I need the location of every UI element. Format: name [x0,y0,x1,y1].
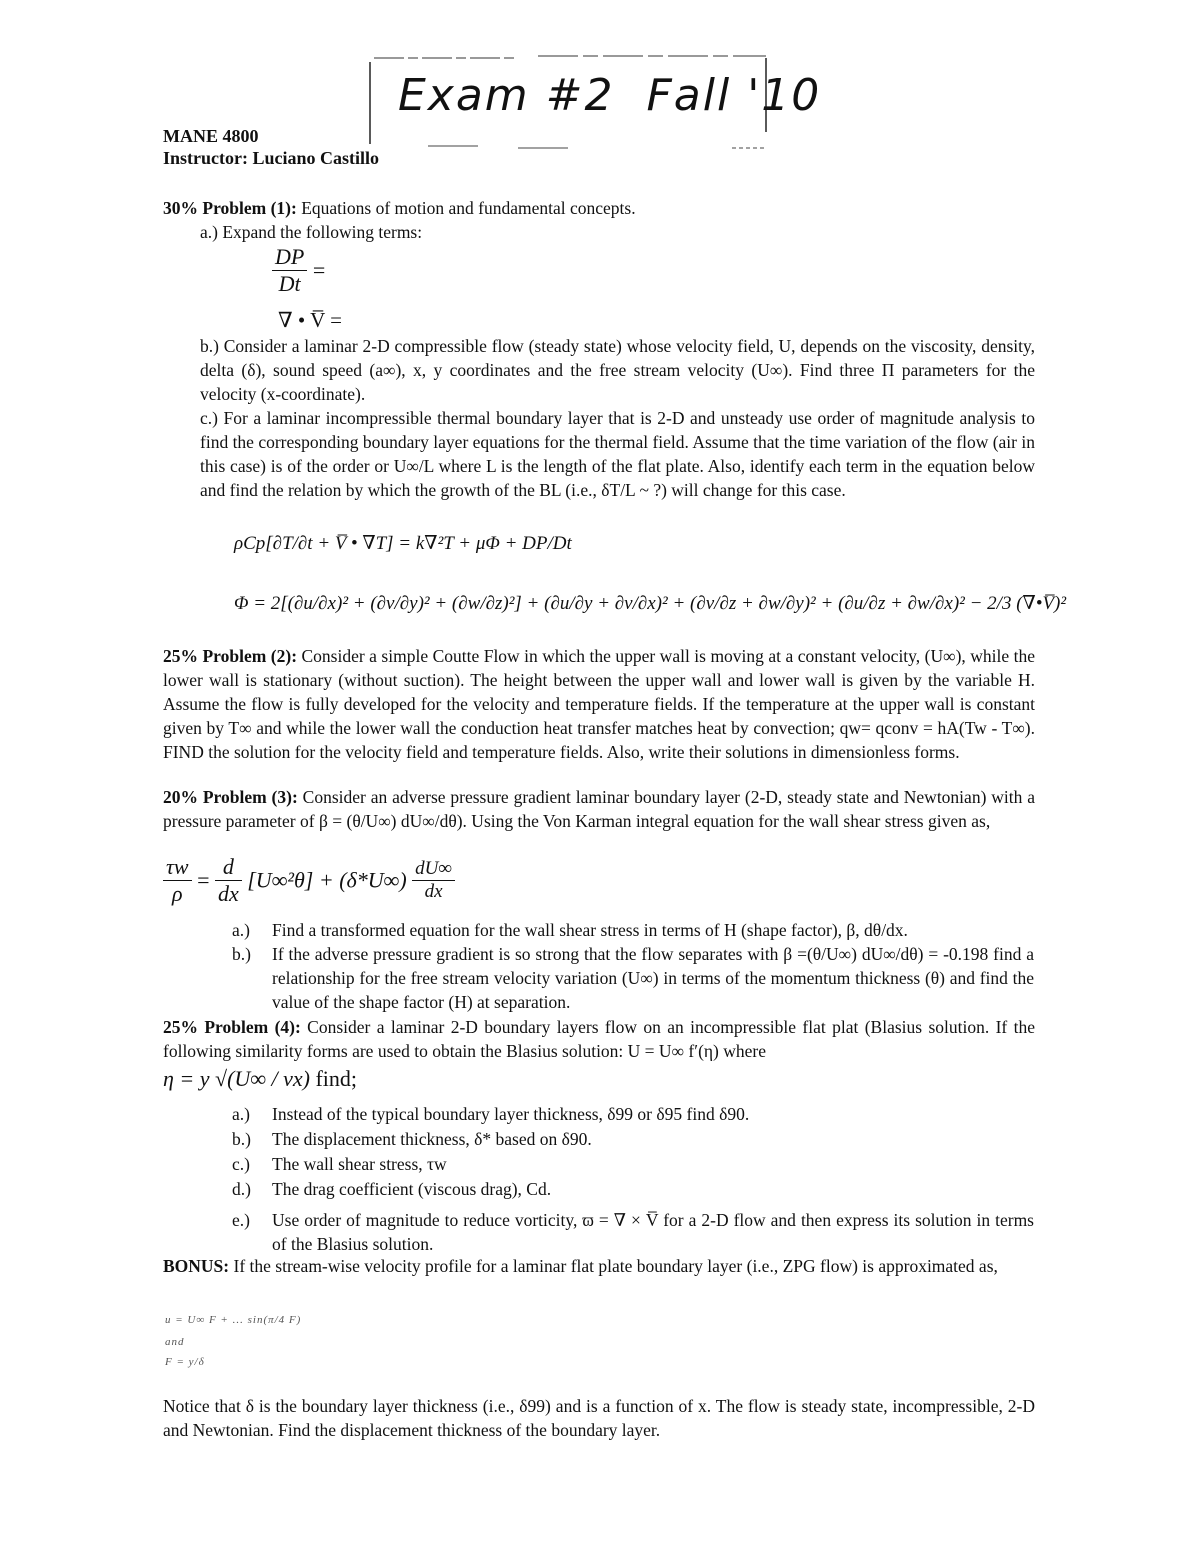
item-label: a.) [232,920,250,940]
item-text: Use order of magnitude to reduce vorticity, ϖ = ∇ × V̅ for a 2-D flow and then express its solution in terms of the Blasius solution. [272,1210,1034,1254]
problem3 [163,785,1035,833]
problem1-part-c: c.) For a laminar incompressible thermal boundary layer that is 2-D and unsteady use order of magnitude analysis to find the corresponding boundary layer equations for the thermal field. Assume that the time variation of the flow (air in this case) is of the order or U∞/L where L is the length of the flat plate. Also, identify each term in the equation below and find the relation by which the growth of the BL (i.e., δT/L ~ ?) will change for this case. [200,408,1035,500]
eta-find: find; [309,1066,358,1091]
du-numerator: dU∞ [412,858,455,881]
item-label: a.) [232,1104,250,1124]
dx-denominator: dx [217,881,239,906]
equation-divergence: ∇ • V̅ = [278,308,343,332]
item-label: d.) [232,1179,251,1199]
bonus-text: If the stream-wise velocity profile for a laminar flat plate boundary layer (i.e., ZPG flow) is approximated as, [229,1256,998,1276]
von-karman-equation: $\frac{\tau w}{\rho}$ = $\frac{d}{dx}$ [U∞²θ] + (δ*U∞) $\frac{dU\infty}{dx}$ [163,854,455,907]
bonus [163,1254,1035,1278]
item-text: The displacement thickness, δ* based on δ90. [272,1129,592,1149]
item-label: b.) [232,1129,251,1149]
bonus-profile-equation: u = U∞ F + ... sin(π/4 F) [165,1314,302,1326]
item-text: The wall shear stress, τw [272,1154,447,1174]
item-label: e.) [232,1210,250,1230]
eta-equation: η = y √(U∞ / νx) [163,1066,310,1091]
problem4-text: Consider a laminar 2-D boundary layers flow on an incompressible flat plat (Blasius solution. If the following similarity forms are used to obtain the Blasius solution: U = U∞ f′(η) where [163,1017,1035,1061]
equation-dp-dt [272,244,325,297]
eta-definition [163,1066,357,1092]
problem1-part-a: a.) Expand the following terms: [200,222,423,242]
item-label: b.) [232,944,251,964]
item-text: Find a transformed equation for the wall shear stress in terms of H (shape factor), β, dθ/dx. [272,920,908,940]
von-karman-middle: [U∞²θ] + (δ*U∞) [247,867,407,893]
problem2-heading: 25% Problem (2): [163,646,298,666]
du-dx-fraction [412,858,455,903]
bonus-f-definition: F = y/δ [165,1356,205,1368]
handwritten-title: Exam #2 Fall '10 [398,70,822,121]
dx-denominator-2: dx [424,881,443,902]
problem1-heading: 30% Problem (1): [163,198,297,218]
bonus-heading: BONUS: [163,1256,230,1276]
item-text: If the adverse pressure gradient is so strong that the flow separates with β =(θ/U∞) dU∞/dθ) = -0.198 find a relationship for the free stream velocity variation (U∞) in terms of the momentum thickness (θ) and find the value of the shape factor (H) at separation. [272,944,1034,1012]
problem3-heading: 20% Problem (3): [163,787,298,807]
dp-dt-fraction [272,244,307,297]
dp-dt-equals: = [312,257,326,283]
item-text: Instead of the typical boundary layer thickness, δ99 or δ95 find δ90. [272,1104,750,1124]
problem1-title [163,196,1035,220]
d-numerator: d [215,854,242,881]
d-dx-fraction [215,854,242,907]
problem2-text: Consider a simple Coutte Flow in which the upper wall is moving at a constant velocity, (U∞), while the lower wall is stationary (without suction). The height between the upper wall and lower wall is given by the variable H. Assume the flow is fully developed for the velocity and temperature fields. If the temperature at the upper wall is constant given by T∞ and while the lower wall the conduction heat transfer matches heat by convection; qw= qconv = hA(Tw - T∞). FIND the solution for the velocity field and temperature fields. Also, write their solutions in dimensionless forms. [163,646,1035,762]
dissipation-function: Φ = 2[(∂u/∂x)² + (∂v/∂y)² + (∂w/∂z)²] + (∂u/∂y + ∂v/∂x)² + (∂v/∂z + ∂w/∂y)² + (∂u/∂z + ∂w/∂x)² − 2/3 (∇•V̅)² [234,593,1067,614]
problem4 [163,1015,1035,1063]
problem3-text: Consider an adverse pressure gradient laminar boundary layer (2-D, steady state and Newtonian) with a pressure parameter of β = (θ/U∞) dU∞/dθ). Using the Von Karman integral equation for the wall shear stress given as, [163,787,1035,831]
problem1-text: Equations of motion and fundamental concepts. [296,198,636,218]
course-number: MANE 4800 [163,126,259,146]
tau-w: τw [163,854,192,881]
item-text: The drag coefficient (viscous drag), Cd. [272,1179,552,1199]
bonus-closing: Notice that δ is the boundary layer thickness (i.e., δ99) and is a function of x. The flow is steady state, incompressible, 2-D and Newtonian. Find the displacement thickness of the boundary layer. [163,1396,1035,1440]
problem4-heading: 25% Problem (4): [163,1017,301,1037]
problem1-part-b: b.) Consider a laminar 2-D compressible flow (steady state) whose velocity field, U, depends on the viscosity, density, delta (δ), sound speed (a∞), x, y coordinates and the free stream velocity (U∞). Find three Π parameters for the velocity (x-coordinate). [200,336,1035,404]
problem2 [163,644,1035,764]
dp-numerator: DP [272,244,307,271]
dt-denominator: Dt [278,271,301,296]
handwritten-title-box [368,52,822,152]
energy-equation: ρCp[∂T/∂t + V̅ • ∇T] = k∇²T + μΦ + DP/Dt [234,533,572,554]
bonus-and: and [165,1336,185,1348]
rho: ρ [172,881,183,906]
instructor-name: Instructor: Luciano Castillo [163,148,379,168]
item-label: c.) [232,1154,250,1174]
tau-rho-fraction [163,854,192,907]
